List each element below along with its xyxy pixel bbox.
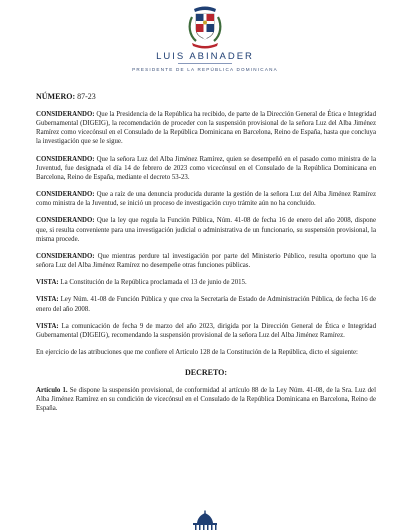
decree-number: [36, 92, 376, 101]
paragraph-label: CONSIDERANDO:: [36, 252, 95, 260]
paragraph-text: Que a raíz de una denuncia producida durante la gestión de la señora Luz del Alba Jiménez Ramírez como ministra de la Juventud, se inició un proceso de investigación cuyo trámite aún no ha concluido.: [36, 191, 376, 208]
paragraph: [36, 110, 376, 147]
paragraph-label: VISTA:: [36, 296, 59, 304]
paragraph: [36, 190, 376, 208]
paragraph-text: Ley Núm. 41-08 de Función Pública y que crea la Secretaría de Estado de Administración Pública, de fecha 16 de enero del año 2008.: [36, 296, 376, 313]
president-title: PRESIDENTE DE LA REPÚBLICA DOMINICANA: [132, 67, 278, 72]
header-divider: [178, 63, 232, 64]
paragraph-label: CONSIDERANDO:: [36, 217, 95, 225]
paragraph: [36, 348, 376, 357]
paragraph-label: CONSIDERANDO:: [36, 111, 95, 118]
paragraph-label: CONSIDERANDO:: [36, 155, 95, 163]
president-name: LUIS ABINADER: [156, 51, 254, 62]
paragraph: [36, 322, 376, 340]
article-text: Se dispone la suspensión provisional, de conformidad al artículo 88 de la Ley Núm. 41-08, de la Sra. Luz del Alba Jiménez Ramírez en su condición de vicecónsul en el Consulado de la República Dominicana en Barcelona, Reino de España.: [36, 387, 376, 413]
paragraph: [36, 155, 376, 182]
paragraph: [36, 252, 376, 270]
article-1: [36, 386, 376, 413]
paragraph-label: CONSIDERANDO:: [36, 191, 95, 199]
paragraph-text: Que mientras perdure tal investigación por parte del Ministerio Público, resulta oportuno que la señora Luz del Alba Jiménez Ramírez no desempeñe otras funciones públicas.: [36, 252, 376, 270]
decree-number-value: 87-23: [77, 92, 96, 101]
paragraph-text: Que la señora Luz del Alba Jiménez Ramírez, quien se desempeñó en el pasado como ministra de la Juventud, fue designada el día 14 de febrero de 2023 como vicecónsul en el Consulado de la República Dominicana en Barcelona, Reino de España, mediante el decreto 53-23.: [36, 155, 376, 181]
paragraph-label: VISTA:: [36, 322, 59, 330]
paragraph-label: VISTA:: [36, 279, 59, 287]
decree-number-label: NÚMERO:: [36, 92, 76, 101]
palace-emblem-icon: [190, 510, 220, 530]
paragraph: [36, 295, 376, 313]
decree-body: [36, 92, 376, 422]
decree-heading: DECRETO:: [184, 368, 228, 378]
paragraph-text: En ejercicio de las atribuciones que me confiere el Artículo 128 de la Constitución de la República, dicto el siguiente:: [36, 348, 358, 356]
paragraph: [36, 216, 376, 243]
paragraph-text: La comunicación de fecha 9 de marzo del año 2023, dirigida por la Dirección General de Ética e Integridad Gubernamental (DIGEIG), recomendando la suspensión provisional de la señora Luz del Alba Jiménez Ramírez.: [36, 322, 376, 339]
paragraph-text: La Constitución de la República proclamada el 13 de junio de 2015.: [58, 279, 247, 287]
paragraph: [36, 278, 376, 287]
paragraph-text: Que la Presidencia de la República ha recibido, de parte de la Dirección General de Ética e Integridad Gubernamental (DIGEIG), la recomendación de proceder con la suspensión provisional de la señora Luz del Alba Jiménez Ramírez como vicecónsul en el Consulado de la República Dominicana en Barcelona, Reino de España, hasta que concluya la investigación que se le sigue.: [36, 111, 376, 146]
article-label: Artículo 1.: [36, 387, 68, 395]
coat-of-arms-icon: [186, 3, 224, 51]
paragraph-text: Que la ley que regula la Función Pública, Núm. 41-08 de fecha 16 de enero del año 2008, dispone que, si resulta conveniente para una investigación judicial o administrativa de un funcionario, su suspensión provisional, la misma procede.: [36, 217, 376, 243]
